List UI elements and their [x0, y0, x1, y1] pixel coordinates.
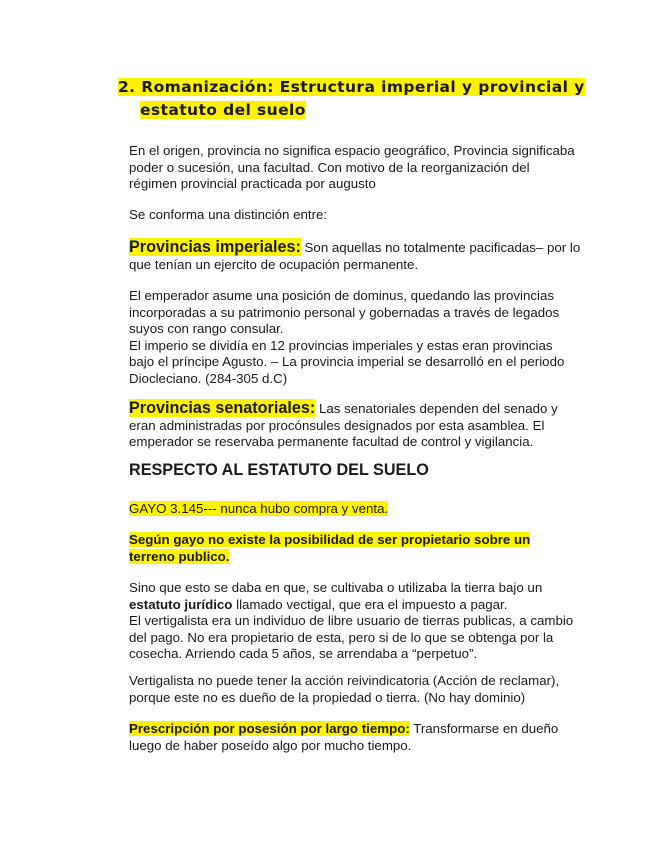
distincion-line: Se conforma una distinción entre:	[129, 207, 328, 222]
emperador-line: bajo el príncipe Agusto. – La provincia imperial se desarrolló en el periodo	[129, 354, 565, 369]
prescripcion-line-1	[129, 721, 569, 738]
distincion-paragraph	[129, 207, 569, 224]
sino-line: El vertigalista era un individuo de libre usuario de tierras publicas, a cambio	[129, 613, 574, 628]
segun-line-1	[129, 532, 569, 549]
gayo-line	[129, 501, 569, 518]
segun-line-2	[129, 549, 569, 566]
senatoriales-paragraph	[129, 400, 569, 451]
prescripcion-heading: Prescripción por posesión por largo tiempo:	[129, 721, 410, 736]
sino-paragraph	[129, 580, 574, 663]
intro-line: régimen provincial practicada por augusto	[129, 176, 376, 191]
prescripcion-line-2: luego de haber poseído algo por mucho tiempo.	[129, 737, 412, 753]
emperador-line: El emperador asume una posición de dominus, quedando las provincias	[129, 288, 555, 303]
senatoriales-text: Las senatoriales dependen del senado y	[315, 401, 558, 416]
senatoriales-heading: Provincias senatoriales:	[129, 399, 316, 417]
imperiales-line-1	[129, 238, 581, 257]
gayo-paragraph	[129, 501, 569, 518]
estatuto-section	[129, 462, 569, 479]
vertigalista-paragraph	[129, 673, 569, 706]
prescripcion-paragraph	[129, 721, 569, 754]
imperiales-heading: Provincias imperiales:	[129, 238, 301, 256]
title-highlight-2: estatuto del suelo	[140, 101, 306, 119]
sino-line: del pago. No era propietario de esta, pero si de lo que se obtenga por la	[129, 629, 554, 645]
title-line-1	[118, 76, 585, 99]
sino-line: cosecha. Arriendo cada 5 años, se arrendaba a “perpetuo”.	[129, 646, 478, 661]
imperiales-text: Son aquellas no totalmente pacificadas– por lo	[300, 240, 581, 255]
section-heading: RESPECTO AL ESTATUTO DEL SUELO	[129, 461, 429, 479]
emperador-paragraph	[129, 288, 569, 387]
intro-line: poder o sucesión, una facultad. Con motivo de la reorganización del	[129, 159, 530, 175]
vertigalista-line: Vertigalista no puede tener la acción reivindicatoria (Acción de reclamar),	[129, 673, 560, 688]
senatoriales-line-2: eran administradas por procónsules designados por esta asamblea. El	[129, 417, 545, 433]
segun-highlight-1: Según gayo no existe la posibilidad de ser propietario sobre un	[129, 532, 531, 547]
intro-line: En el origen, provincia no significa espacio geográfico, Provincia significaba	[129, 143, 575, 158]
emperador-line: El imperio se dividía en 12 provincias imperiales y estas eran provincias	[129, 337, 553, 353]
emperador-line: Diocleciano. (284-305 d.C)	[129, 370, 288, 386]
emperador-line: incorporadas a su patrimonio personal y gobernadas a través de legados	[129, 304, 560, 320]
intro-paragraph	[129, 143, 575, 193]
sino-line: Sino que esto se daba en que, se cultivaba o utilizaba la tierra bajo un	[129, 580, 543, 595]
estatuto-juridico-term: estatuto jurídico	[129, 596, 233, 612]
senatoriales-line-1	[129, 400, 569, 418]
sino-line-2-text: llamado vectigal, que era el impuesto a pagar.	[232, 596, 508, 612]
senatoriales-line-3: emperador se reservaba permanente facultad de control y vigilancia.	[129, 434, 534, 449]
segun-paragraph	[129, 532, 569, 565]
vertigalista-line: porque este no es dueño de la propiedad o tierra. (No hay dominio)	[129, 689, 526, 705]
page-title	[118, 76, 585, 122]
imperiales-line-2: que tenían un ejercito de ocupación permanente.	[129, 256, 419, 272]
imperiales-paragraph	[129, 238, 581, 273]
title-highlight-1	[118, 78, 585, 96]
title-number: 2.	[118, 78, 136, 96]
prescripcion-text: Transformarse en dueño	[409, 721, 559, 736]
emperador-line: suyos con rango consular.	[129, 321, 284, 336]
title-line-2	[118, 99, 558, 122]
gayo-highlight: GAYO 3.145--- nunca hubo compra y venta.	[129, 501, 389, 516]
sino-line-2	[129, 597, 569, 614]
segun-highlight-2: terreno publico.	[129, 548, 230, 564]
title-text-1: Romanización: Estructura imperial y provincial y	[141, 78, 585, 96]
